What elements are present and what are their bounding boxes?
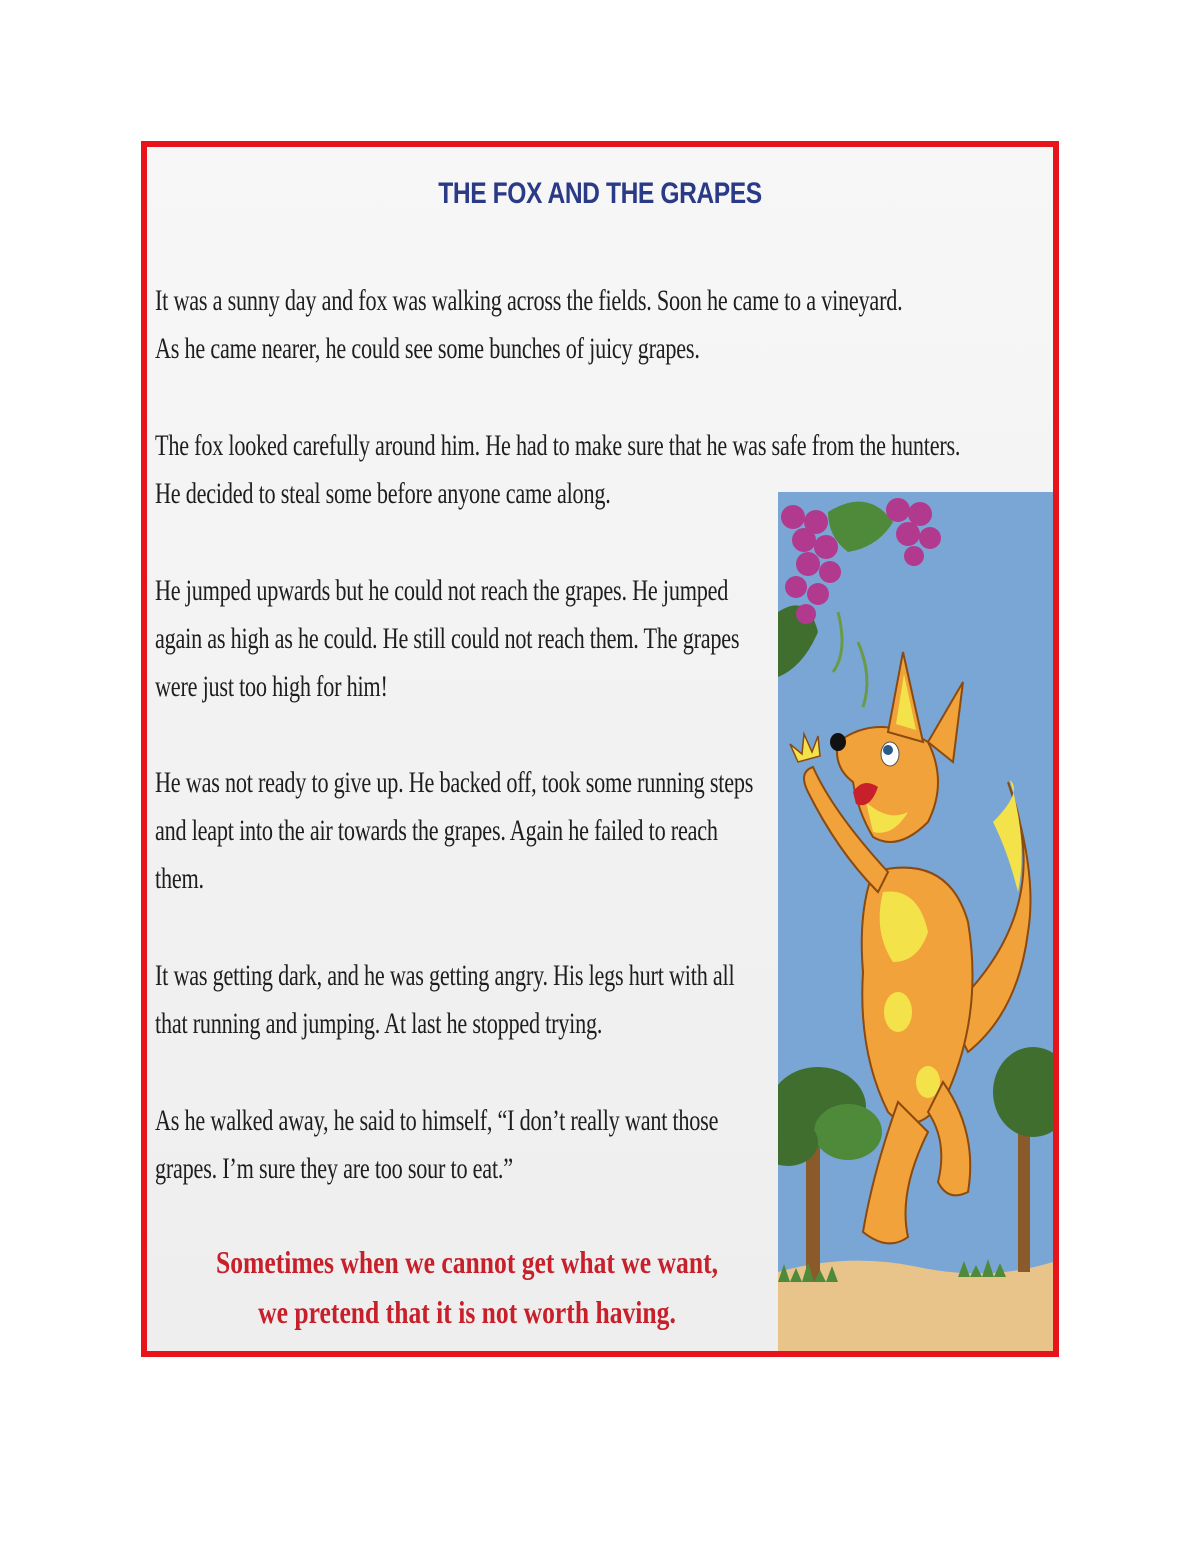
paragraph-4: [155, 759, 753, 903]
story-moral: [211, 1237, 723, 1337]
paragraph-line: He was not ready to give up. He backed off, took some running steps: [155, 766, 754, 799]
paragraph-line: that running and jumping. At last he stopped trying.: [155, 1007, 603, 1040]
paragraph-line: grapes. I’m sure they are too sour to eat.”: [155, 1152, 513, 1185]
fox-and-grapes-image: [778, 492, 1053, 1357]
moral-line: we pretend that it is not worth having.: [258, 1294, 676, 1330]
paragraph-line: them.: [155, 862, 204, 895]
paragraph-line: were just too high for him!: [155, 670, 388, 703]
fox-illustration: [778, 492, 1053, 1357]
paragraph-line: and leapt into the air towards the grapes. Again he failed to reach: [155, 814, 718, 847]
paragraph-line: As he came nearer, he could see some bunches of juicy grapes.: [155, 332, 700, 365]
paragraph-line: He decided to steal some before anyone came along.: [155, 477, 611, 510]
paragraph-line: The fox looked carefully around him. He had to make sure that he was safe from the hunters.: [155, 429, 961, 462]
paragraph-line: As he walked away, he said to himself, “I don’t really want those: [155, 1104, 719, 1137]
story-title: THE FOX AND THE GRAPES: [438, 177, 762, 210]
paragraph-line: He jumped upwards but he could not reach the grapes. He jumped: [155, 574, 729, 607]
paragraph-6: [155, 1097, 718, 1193]
paragraph-1: [155, 277, 902, 373]
paragraph-line: It was a sunny day and fox was walking across the fields. Soon he came to a vineyard.: [155, 284, 903, 317]
story-frame: [141, 141, 1059, 1357]
paragraph-line: It was getting dark, and he was getting angry. His legs hurt with all: [155, 959, 735, 992]
paragraph-5: [155, 952, 734, 1048]
paragraph-line: again as high as he could. He still could not reach them. The grapes: [155, 622, 740, 655]
paragraph-3: [155, 567, 739, 711]
moral-line: Sometimes when we cannot get what we want,: [216, 1244, 718, 1280]
